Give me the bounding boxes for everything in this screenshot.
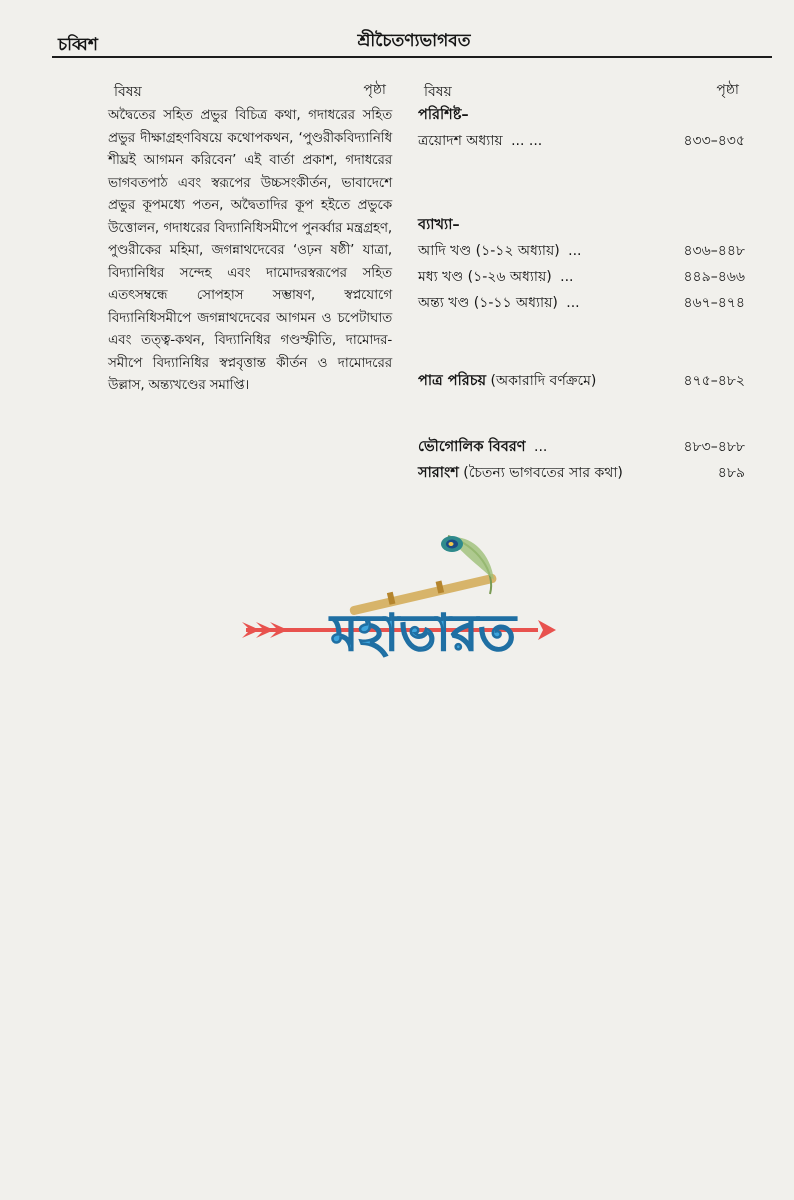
patra-section: [418, 368, 745, 394]
chapter-summary: অদ্বৈতের সহিত প্রভুর বিচিত্র কথা, গদাধরের সহিত প্রভুর দীক্ষাগ্রহণবিষয়ে কথোপকথন, ‘পুণ্ডরীকবিদ্যানিধি শীঘ্রই আগমন করিবেন’ এই বার্তা প্রকাশ, গদাধরের ভাগবতপাঠ এবং স্বরূপের উচ্চসংকীর্তন, ভাবাদেশে প্রভুর কূপমধ্যে পতন, অদ্বৈতাদির কূপ হইতে প্রভুকে উত্তোলন, গদাধরের বিদ্যানিধিসমীপে পুনর্ব্বার মন্ত্রগ্রহণ, পুণ্ডরীকের মহিমা, জগন্নাথদেবের ‘ওঢ়ন ষষ্ঠী’ যাত্রা, বিদ্যানিধির সন্দেহ এবং দামোদরস্বরূপের সহিত এতৎসম্বন্ধে সোপহাস সম্ভাষণ, স্বপ্নযোগে বিদ্যানিধিসমীপে জগন্নাথদেবের আগমন ও চপেটাঘাত এবং তত্ত্ব-কথন, বিদ্যানিধির গণ্ডস্ফীতি, দামোদর-সমীপে বিদ্যানিধির স্বপ্নবৃত্তান্ত কীর্তন ও দামোদরের উল্লাস, অন্ত্যখণ্ডের সমাপ্তি।: [108, 107, 392, 393]
toc-row: [418, 128, 745, 154]
toc-dots: ... ...: [511, 133, 543, 149]
toc-row: [418, 460, 745, 486]
toc-label: ত্রয়োদশ অধ্যায়: [418, 133, 503, 149]
page-heading: পৃষ্ঠা: [716, 82, 739, 98]
toc-label: মধ্য খণ্ড (১-২৬ অধ্যায়): [418, 269, 552, 285]
toc-label: আদি খণ্ড (১-১২ অধ্যায়): [418, 243, 560, 259]
toc-pages: ৪৪৯–৪৬৬: [683, 269, 745, 285]
header-divider: [52, 56, 772, 58]
logo-graphic: [238, 528, 558, 676]
toc-title: ভৌগোলিক বিবরণ: [418, 439, 526, 455]
right-column-heading: [418, 78, 745, 100]
page-number-label: চব্বিশ: [58, 35, 98, 55]
mahabharat-logo: [238, 528, 558, 676]
toc-note: (অকারাদি বর্ণক্রমে): [490, 373, 597, 389]
toc-note: (চৈতন্য ভাগবতের সার কথা): [463, 465, 623, 481]
left-column: [108, 78, 392, 397]
parishishta-section: [418, 102, 745, 154]
toc-dots: ...: [566, 295, 580, 311]
logo-text: মহাভারত: [330, 604, 516, 662]
subject-heading: বিষয়: [424, 84, 452, 100]
subject-heading: বিষয়: [114, 84, 142, 100]
left-column-heading: [108, 78, 392, 100]
section-title: পরিশিষ্ট–: [418, 107, 469, 123]
toc-row: [418, 264, 745, 290]
book-title: শ্রীচৈতণ্যভাগবত: [357, 31, 471, 51]
toc-dots: ...: [568, 243, 582, 259]
toc-label: অন্ত্য খণ্ড (১-১১ অধ্যায়): [418, 295, 558, 311]
toc-row: [418, 290, 745, 316]
toc-dots: ...: [534, 439, 548, 455]
toc-pages: ৪৩৩–৪৩৫: [683, 133, 745, 149]
toc-title: সারাংশ: [418, 465, 459, 481]
toc-pages: ৪৭৫–৪৮২: [683, 373, 745, 389]
toc-pages: ৪৮৯: [717, 465, 745, 481]
toc-pages: ৪৩৬–৪৪৮: [683, 243, 745, 259]
toc-row: [418, 238, 745, 264]
byakhya-section: [418, 212, 745, 316]
section-title: ব্যাখ্যা–: [418, 217, 460, 233]
toc-pages: ৪৬৭–৪৭৪: [683, 295, 745, 311]
bhougolik-saransha-section: [418, 434, 745, 486]
page-heading: পৃষ্ঠা: [363, 82, 386, 98]
right-column: [418, 78, 745, 486]
toc-pages: ৪৮৩–৪৮৮: [683, 439, 745, 455]
toc-title: পাত্র পরিচয়: [418, 373, 487, 389]
toc-row: [418, 368, 745, 394]
toc-dots: ...: [560, 269, 574, 285]
page-header: [58, 28, 770, 58]
toc-row: [418, 434, 745, 460]
